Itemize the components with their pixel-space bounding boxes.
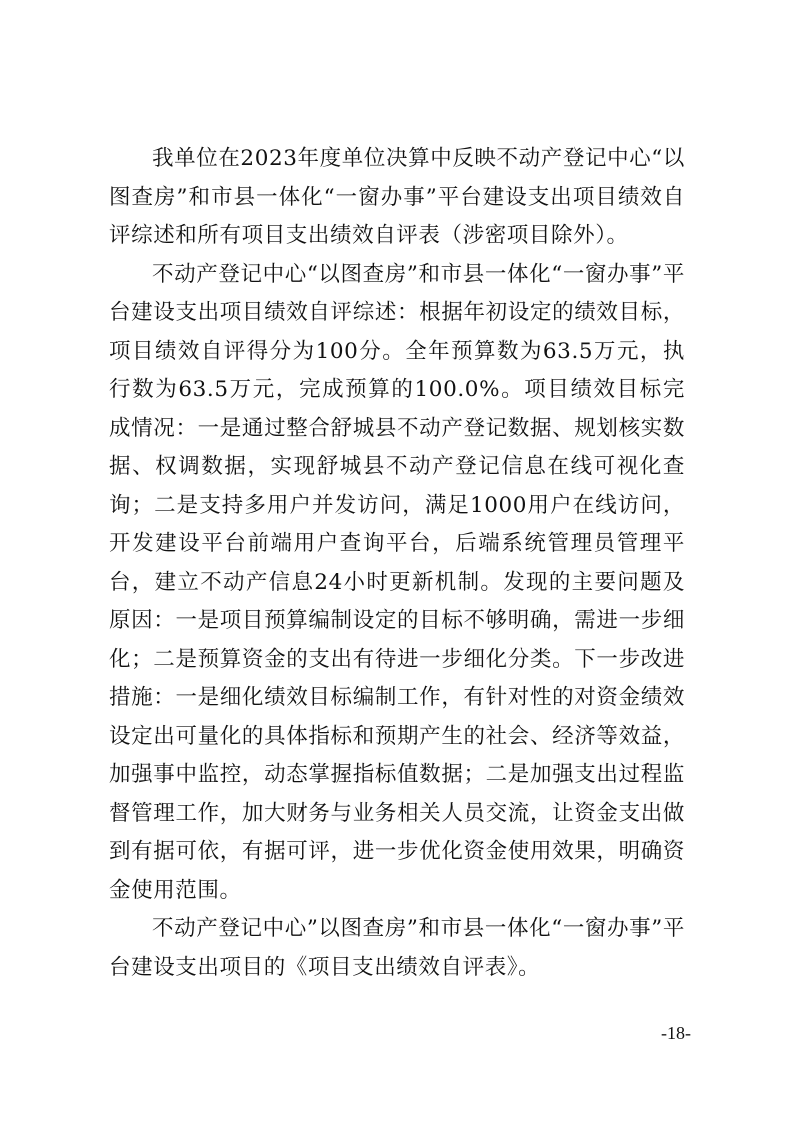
- page-number: -18-: [661, 1023, 691, 1043]
- paragraph-intro: 我单位在2023年度单位决算中反映不动产登记中心“以图查房”和市县一体化“一窗办事”平台建设支出项目绩效自评综述和所有项目支出绩效自评表（涉密项目除外）。: [109, 146, 685, 248]
- paragraph-table-reference: 不动产登记中心”以图查房”和市县一体化“一窗办事”平台建设支出项目的《项目支出绩效自评表》。: [109, 916, 685, 980]
- document-body: [109, 140, 685, 987]
- paragraph-summary: 不动产登记中心“以图查房”和市县一体化“一窗办事”平台建设支出项目绩效自评综述：根据年初设定的绩效目标，项目绩效自评得分为100分。全年预算数为63.5万元，执行数为63.5万元，完成预算的100.0%。项目绩效目标完成情况：一是通过整合舒城县不动产登记数据、规划核实数据、权调数据，实现舒城县不动产登记信息在线可视化查询；二是支持多用户并发访问，满足1000用户在线访问，开发建设平台前端用户查询平台，后端系统管理员管理平台，建立不动产信息24小时更新机制。发现的主要问题及原因：一是项目预算编制设定的目标不够明确，需进一步细化；二是预算资金的支出有待进一步细化分类。下一步改进措施：一是细化绩效目标编制工作，有针对性的对资金绩效设定出可量化的具体指标和预期产生的社会、经济等效益，加强事中监控，动态掌握指标值数据；二是加强支出过程监督管理工作，加大财务与业务相关人员交流，让资金支出做到有据可依，有据可评，进一步优化资金使用效果，明确资金使用范围。: [109, 261, 685, 903]
